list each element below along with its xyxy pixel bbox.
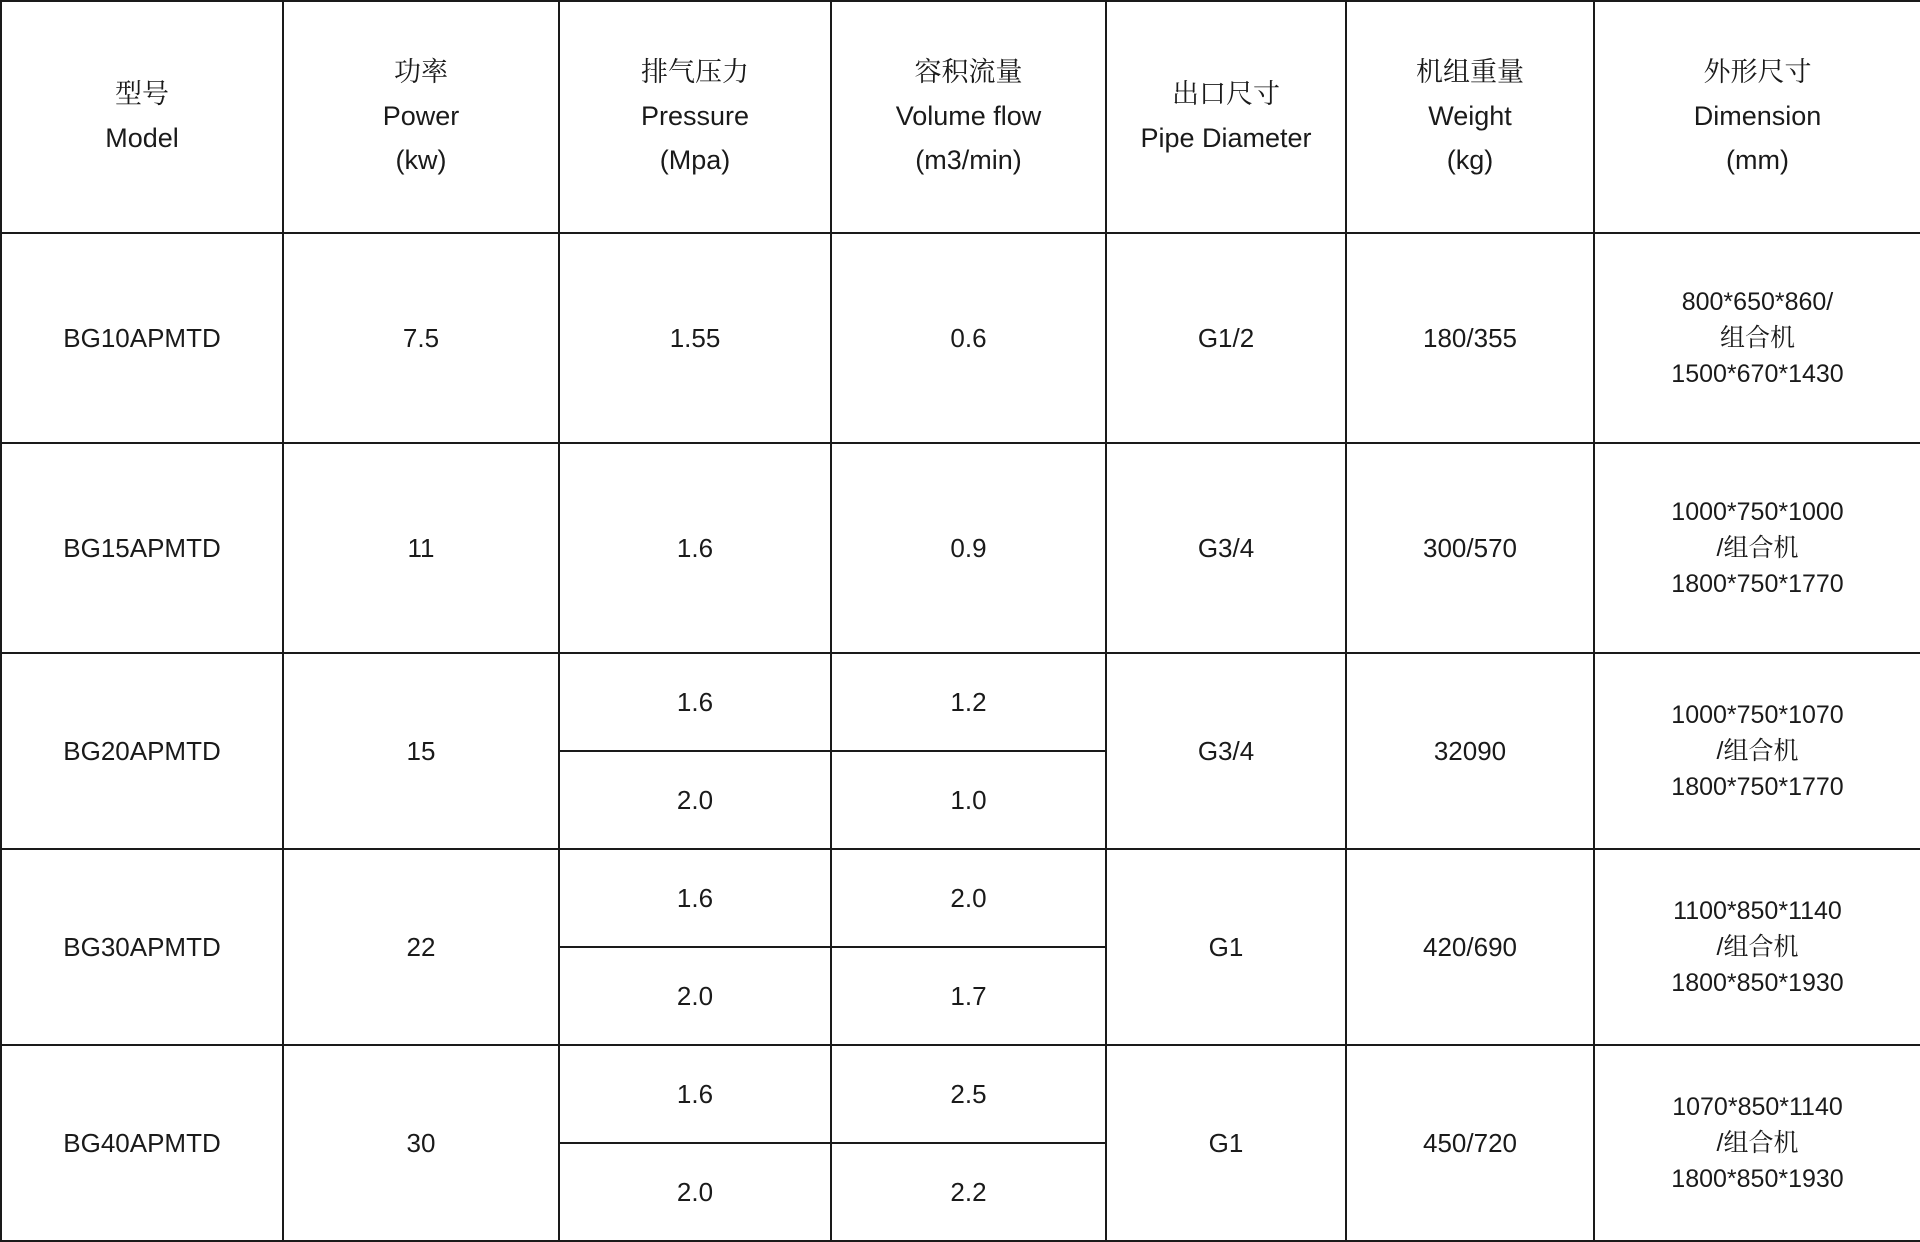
cell-volume-flow: 1.7 [831, 947, 1106, 1045]
column-header-pressure [559, 1, 831, 233]
cell-pressure: 1.6 [559, 653, 831, 751]
cell-power: 7.5 [283, 233, 559, 443]
dimension-line: /组合机 [1716, 533, 1799, 562]
header-zh: 型号 [115, 79, 169, 110]
dimension-line: 1800*750*1770 [1671, 773, 1844, 802]
cell-volume-flow: 2.5 [831, 1045, 1106, 1143]
dimension-line: 1800*750*1770 [1671, 570, 1844, 599]
table-row [1, 1045, 1920, 1143]
header-en: Model [105, 123, 179, 153]
dimension-line: /组合机 [1716, 736, 1799, 765]
column-header-model [1, 1, 283, 233]
dimension-line: 1000*750*1070 [1671, 700, 1844, 729]
dimension-line: 1800*850*1930 [1671, 1165, 1844, 1194]
header-zh: 容积流量 [914, 57, 1023, 88]
table-row [1, 233, 1920, 443]
cell-pipe-diameter: G1 [1106, 1045, 1346, 1241]
column-header-pipe-diameter [1106, 1, 1346, 233]
header-en: Power [382, 101, 460, 132]
header-zh: 出口尺寸 [1172, 79, 1280, 110]
cell-volume-flow: 1.0 [831, 751, 1106, 849]
dimension-line: 1100*850*1140 [1673, 896, 1842, 925]
table-row [1, 653, 1920, 751]
dimension-line: /组合机 [1716, 932, 1799, 961]
cell-pressure: 1.6 [559, 1045, 831, 1143]
cell-dimension [1594, 849, 1920, 1045]
cell-power: 30 [283, 1045, 559, 1241]
dimension-line: 1070*850*1140 [1672, 1092, 1843, 1121]
dimension-line: 1000*750*1000 [1671, 497, 1844, 526]
column-header-dimension [1594, 1, 1920, 233]
cell-weight: 180/355 [1346, 233, 1594, 443]
cell-power: 11 [283, 443, 559, 653]
header-unit: (m3/min) [915, 144, 1022, 175]
table-header [1, 1, 1920, 233]
cell-model: BG15APMTD [1, 443, 283, 653]
table-row [1, 849, 1920, 947]
header-zh: 功率 [394, 57, 448, 88]
header-zh: 外形尺寸 [1703, 57, 1812, 88]
cell-pipe-diameter: G3/4 [1106, 653, 1346, 849]
column-header-power [283, 1, 559, 233]
cell-pressure: 1.6 [559, 443, 831, 653]
column-header-volume-flow [831, 1, 1106, 233]
cell-model: BG30APMTD [1, 849, 283, 1045]
cell-weight: 300/570 [1346, 443, 1594, 653]
table-row [1, 443, 1920, 653]
cell-dimension [1594, 1045, 1920, 1241]
header-unit: (kg) [1446, 144, 1494, 175]
header-unit: (mm) [1726, 144, 1789, 175]
cell-pressure: 2.0 [559, 947, 831, 1045]
cell-pressure: 2.0 [559, 1143, 831, 1241]
cell-volume-flow: 2.2 [831, 1143, 1106, 1241]
column-header-weight [1346, 1, 1594, 233]
cell-pressure: 2.0 [559, 751, 831, 849]
cell-pipe-diameter: G1/2 [1106, 233, 1346, 443]
cell-pressure: 1.55 [559, 233, 831, 443]
cell-model: BG20APMTD [1, 653, 283, 849]
dimension-line: 组合机 [1719, 323, 1795, 352]
dimension-line: 1500*670*1430 [1671, 360, 1844, 389]
cell-weight: 32090 [1346, 653, 1594, 849]
header-en: Dimension [1693, 101, 1822, 132]
cell-volume-flow: 0.9 [831, 443, 1106, 653]
header-row [1, 1, 1920, 233]
cell-volume-flow: 1.2 [831, 653, 1106, 751]
cell-pipe-diameter: G3/4 [1106, 443, 1346, 653]
cell-dimension [1594, 653, 1920, 849]
cell-pipe-diameter: G1 [1106, 849, 1346, 1045]
cell-power: 15 [283, 653, 559, 849]
cell-volume-flow: 2.0 [831, 849, 1106, 947]
cell-model: BG10APMTD [1, 233, 283, 443]
header-zh: 排气压力 [641, 57, 749, 88]
header-unit: (Mpa) [659, 144, 731, 175]
cell-pressure: 1.6 [559, 849, 831, 947]
header-zh: 机组重量 [1416, 57, 1524, 88]
header-en: Pipe Diameter [1140, 123, 1312, 153]
cell-volume-flow: 0.6 [831, 233, 1106, 443]
cell-dimension [1594, 443, 1920, 653]
header-en: Pressure [640, 101, 750, 132]
cell-model: BG40APMTD [1, 1045, 283, 1241]
dimension-line: 800*650*860/ [1681, 287, 1834, 316]
dimension-line: /组合机 [1716, 1128, 1799, 1157]
cell-power: 22 [283, 849, 559, 1045]
table-body [1, 233, 1920, 1241]
cell-weight: 450/720 [1346, 1045, 1594, 1241]
cell-weight: 420/690 [1346, 849, 1594, 1045]
dimension-line: 1800*850*1930 [1671, 969, 1844, 998]
header-unit: (kw) [395, 144, 447, 175]
cell-dimension [1594, 233, 1920, 443]
header-en: Weight [1428, 101, 1512, 132]
header-en: Volume flow [895, 101, 1042, 132]
